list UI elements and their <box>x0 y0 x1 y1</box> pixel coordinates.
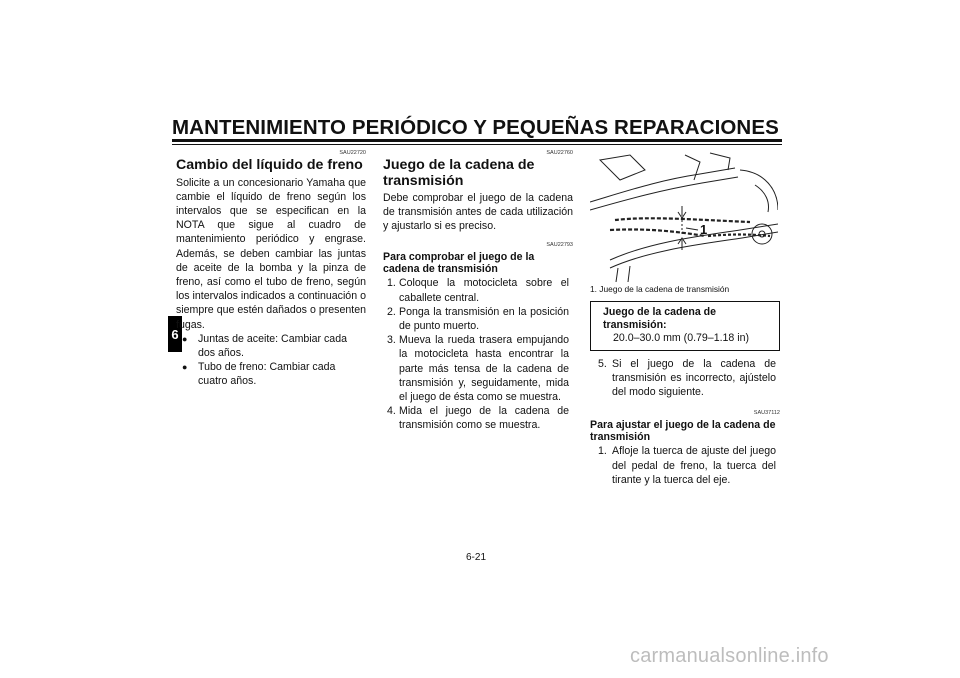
section-heading-chain-slack: Juego de la cadena de transmisión <box>383 157 535 189</box>
body-text: Solicite a un concesionario Yamaha que cambie el líquido de freno según los intervalos que se especifican en la NOTA que sigue al cuadro de mantenimiento periódico y engrase. Además, se deben cambiar las juntas de aceite de la bomba y la pinza de freno, así como el tubo de freno, según los intervalos indicados a continuación o siempre que estén dañados o presenten fugas. <box>176 176 366 331</box>
subsection-code: SAU22793 <box>546 241 573 248</box>
chain-slack-illustration <box>590 150 778 282</box>
step-text: Mueva la rueda trasera empujando la motocicleta hasta encontrar la parte más tensa de la cadena de transmisión y, seguidamente, mida el juego de ésta como se muestra. <box>399 334 569 404</box>
section-tab: 6 <box>168 316 182 352</box>
column-chain-slack <box>383 150 573 433</box>
page-title: MANTENIMIENTO PERIÓDICO Y PEQUEÑAS REPARACIONES <box>172 116 779 139</box>
subsection-heading-check: Para comprobar el juego de la cadena de transmisión <box>383 250 535 276</box>
bullet-item: ● Tubo de freno: Cambiar cada cuatro años. <box>176 360 366 388</box>
step-text: Coloque la motocicleta sobre el caballete central. <box>399 277 569 304</box>
bullet-item: ● Juntas de aceite: Cambiar cada dos años. <box>176 332 366 360</box>
header-rule-thick <box>172 139 782 142</box>
chain-diagram-svg <box>590 150 778 282</box>
section-code: SAU22720 <box>339 150 366 156</box>
step-number: 5. <box>598 358 607 370</box>
spec-label: Juego de la cadena de transmisión: <box>603 306 717 331</box>
step-item <box>383 305 573 333</box>
step-item <box>590 444 780 487</box>
section-code: SAU22760 <box>546 150 573 156</box>
step-number: 1. <box>387 277 396 290</box>
spec-value: 20.0–30.0 mm (0.79–1.18 in) <box>613 332 750 344</box>
step-text: Afloje la tuerca de ajuste del juego del pedal de freno, la tuerca del tirante y la tuerca del eje. <box>612 445 776 486</box>
column-brake-fluid <box>176 150 366 389</box>
step-text: Mida el juego de la cadena de transmisión como se muestra. <box>399 405 569 432</box>
subsection-code: SAU37112 <box>753 409 780 416</box>
figure-callout-label: 1 <box>700 222 708 237</box>
step-number: 4. <box>387 405 396 418</box>
step-text: Ponga la transmisión en la posición de punto muerto. <box>399 305 569 333</box>
step-number: 2. <box>387 305 396 318</box>
section-heading-brake-fluid: Cambio del líquido de freno <box>176 157 363 173</box>
step-item <box>590 357 780 400</box>
subsection-heading-adjust: Para ajustar el juego de la cadena de transmisión <box>590 418 776 444</box>
bullet-list <box>176 332 366 389</box>
check-steps-list <box>383 276 573 432</box>
step-item <box>383 276 573 304</box>
column-figure-spec <box>590 150 780 487</box>
step-number: 1. <box>598 445 607 458</box>
step-text: Si el juego de la cadena de transmisión es incorrecto, ajústelo del modo siguiente. <box>612 358 776 399</box>
spec-box <box>590 301 780 351</box>
watermark: carmanualsonline.info <box>630 645 829 667</box>
step-item <box>383 404 573 432</box>
step-number: 3. <box>387 334 396 347</box>
step-5-list <box>590 357 780 400</box>
step-item <box>383 333 573 404</box>
adjust-steps-list <box>590 444 780 487</box>
intro-text: Debe comprobar el juego de la cadena de transmisión antes de cada utilización y ajustarlo si es preciso. <box>383 192 573 233</box>
header-rule-thin <box>172 144 782 145</box>
figure-caption: 1. Juego de la cadena de transmisión <box>590 284 730 294</box>
page-number: 6-21 <box>466 552 487 563</box>
